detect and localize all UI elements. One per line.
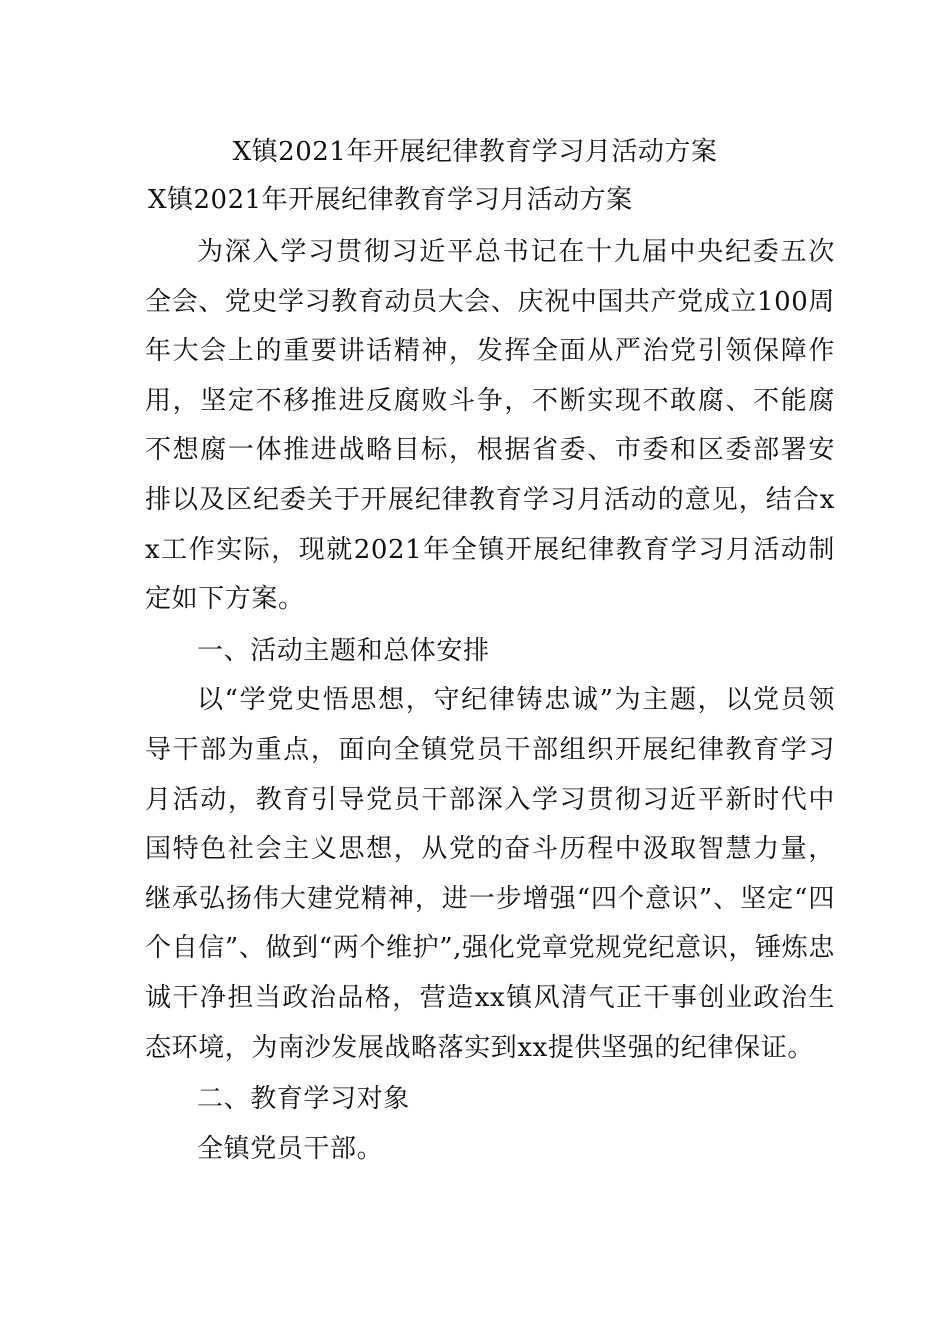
document-subtitle: X镇2021年开展纪律教育学习月活动方案 [148, 185, 633, 215]
section-2-paragraph: 全镇党员干部。 [197, 1133, 384, 1164]
intro-paragraph: 为深入学习贯彻习近平总书记在十九届中央纪委五次全会、党史学习教育动员大会、庆祝中国共产党成立100周年大会上的重要讲话精神，发挥全面从严治党引领保障作用，坚定不移推进反腐败斗争，不断实现不敢腐、不能腐不想腐一体推进战略目标，根据省委、市委和区委部署安排以及区纪委关于开展纪律教育学习月活动的意见，结合xx工作实际，现就2021年全镇开展纪律教育学习月活动制定如下方案。 [145, 237, 835, 615]
section-1-heading: 一、活动主题和总体安排 [197, 635, 490, 666]
document-body [145, 228, 835, 1176]
document-title: X镇2021年开展纪律教育学习月活动方案 [232, 137, 718, 167]
section-1-paragraph: 以“学党史悟思想，守纪律铸忠诚”为主题，以党员领导干部为重点，面向全镇党员干部组织开展纪律教育学习月活动，教育引导党员干部深入学习贯彻习近平新时代中国特色社会主义思想，从党的奋斗历程中汲取智慧力量，继承弘扬伟大建党精神，进一步增强“四个意识”、坚定“四个自信”、做到“两个维护”,强化党章党规党纪意识，锤炼忠诚干净担当政治品格，营造xx镇风清气正干事创业政治生态环境，为南沙发展战略落实到xx提供坚强的纪律保证。 [145, 685, 835, 1063]
section-2-heading: 二、教育学习对象 [197, 1084, 410, 1115]
